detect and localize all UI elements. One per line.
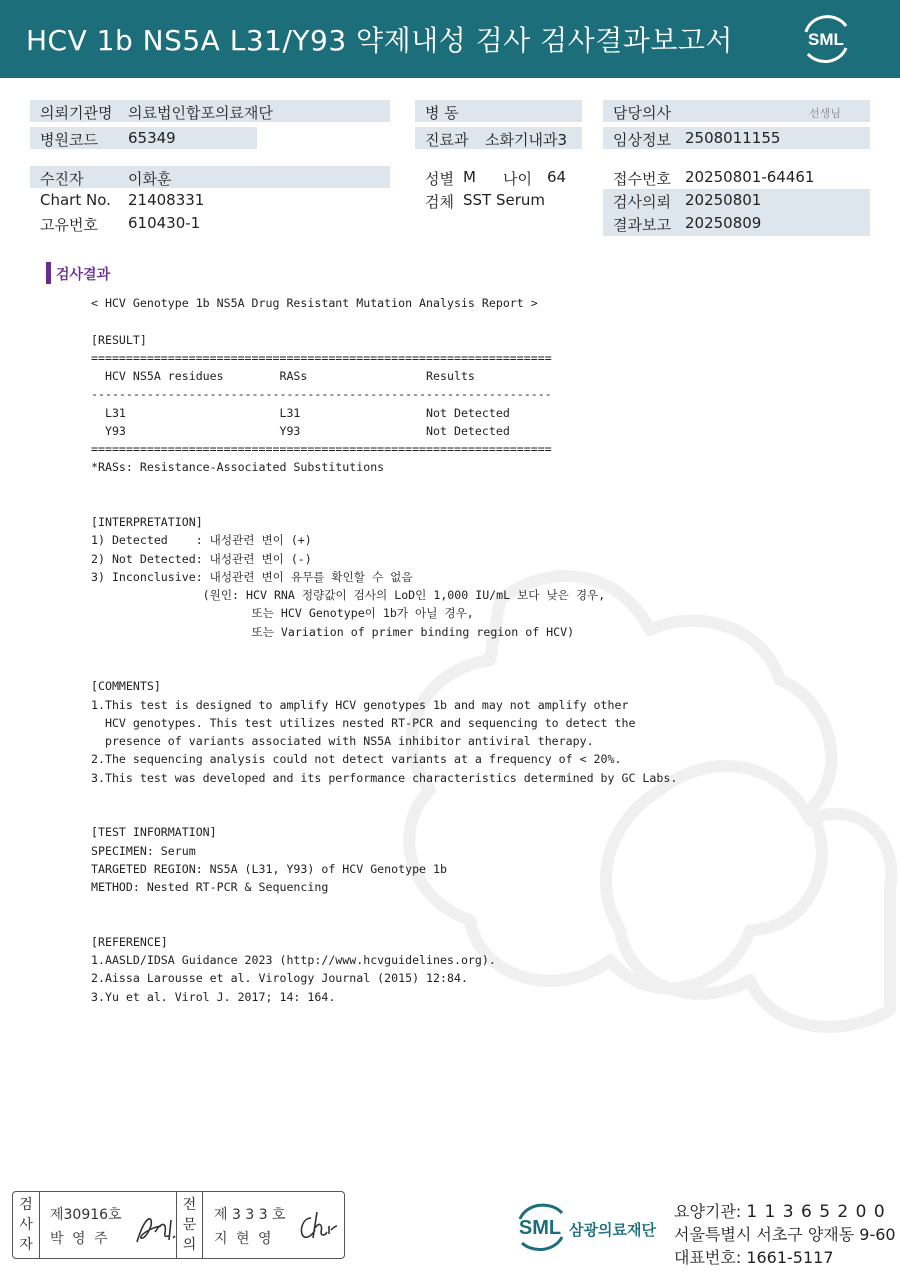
interpretation-line: 3) Inconclusive: 내성관련 변이 유무를 확인할 수 없음 [91,569,413,584]
care-code-value: 1 1 3 6 5 2 0 0 [746,1202,886,1222]
result-footnote: *RASs: Resistance-Associated Substitutions [91,460,385,475]
doctor-field [603,100,870,122]
comment-line: presence of variants associated with NS5A inhibitor antiviral therapy. [91,734,594,748]
report-date-label: 결과보고 [613,216,671,234]
clinical-info-value: 2508011155 [685,129,781,147]
test-info-line: METHOD: Nested RT-PCR & Sequencing [91,880,329,894]
clinical-info-field [603,127,870,149]
interpretation-line: 2) Not Detected: 내성관련 변이 (-) [91,551,312,566]
institution-label: 의뢰기관명 [40,104,113,122]
interpretation-heading: [INTERPRETATION] [91,515,203,529]
specialist-license: 제 3 3 3 호 [214,1207,286,1223]
comments-heading: [COMMENTS] [91,679,161,694]
hospital-code-value: 65349 [128,129,176,147]
specimen-value: SST Serum [463,191,546,209]
request-date-value: 20250801 [685,191,762,209]
interpretation-line: (원인: HCV RNA 정량값이 검사의 LoD인 1,000 IU/mL 보다 낮은 경우, [91,588,606,602]
chart-no-field [30,189,390,211]
report-title: HCV 1b NS5A L31/Y93 약제내성 검사 검사결과보고서 [26,24,733,57]
specialist-name: 지 현 영 [214,1231,274,1247]
sex-age-field [415,166,595,188]
logo-text: SML [808,30,844,49]
request-date-label: 검사의뢰 [613,193,671,211]
reference-line: 1.AASLD/IDSA Guidance 2023 (http://www.hcvguidelines.org). [91,953,496,967]
comment-line: 1.This test is designed to amplify HCV genotypes 1b and may not amplify other [91,697,629,712]
section-title: 검사결과 [56,267,111,283]
separator-line: ================================================================== [91,442,552,456]
interpretation-line: 또는 Variation of primer binding region of HCV) [91,624,575,639]
clinical-info-label: 임상정보 [613,131,671,149]
ward-field [415,100,582,122]
specimen-label: 검체 [425,193,454,211]
report-title-line: < HCV Genotype 1b NS5A Drug Resistant Mutation Analysis Report > [91,296,538,310]
comment-line: HCV genotypes. This test utilizes nested RT-PCR and sequencing to detect the [91,715,636,730]
unique-no-field [30,212,390,234]
reference-heading: [REFERENCE] [91,934,168,949]
report-date-value: 20250809 [685,214,762,232]
result-heading: [RESULT] [91,332,147,347]
interpretation-line: 1) Detected : 내성관련 변이 (+) [91,533,312,548]
blank-line [91,896,677,914]
department-value: 소화기내과3 [485,131,567,149]
unique-no-label: 고유번호 [40,216,98,234]
phone-value: 1661-5117 [746,1248,834,1267]
separator-line: ================================================================== [91,350,552,365]
footer-phone [674,1245,834,1268]
test-info-heading: [TEST INFORMATION] [91,825,217,840]
blank-line [91,915,677,933]
examiner-license: 제30916호 [50,1207,122,1223]
patient-name-field [30,166,390,188]
test-info-line: TARGETED REGION: NS5A (L31, Y93) of HCV Genotype 1b [91,861,447,876]
result-table-header: HCV NS5A residues RASs Results [91,369,475,383]
unique-no-value: 610430-1 [128,214,201,232]
specimen-field [415,189,595,211]
report-header [0,0,900,78]
sex-label: 성별 [425,170,454,188]
doctor-suffix: 선생님 [809,107,841,120]
examiner-signature-icon [131,1212,179,1248]
examiner-name: 박 영 주 [50,1231,110,1247]
test-info-line: SPECIMEN: Serum [91,843,196,858]
specialist-label: 전 문 의 [176,1192,203,1258]
chart-no-label: Chart No. [40,191,111,209]
phone-label: 대표번호: [674,1248,742,1267]
department-field [415,127,582,149]
department-label: 진료과 [425,131,469,149]
footer-sml-logo-icon [510,1201,570,1253]
receipt-no-label: 접수번호 [613,170,671,188]
patient-name-label: 수진자 [40,170,84,188]
age-value: 64 [547,168,567,186]
section-accent-bar [46,262,51,284]
report-body [91,294,677,1006]
footer-address: 서울특별시 서초구 양재동 9-60 [674,1225,896,1244]
signature-box [12,1191,345,1259]
doctor-label: 담당의사 [613,104,671,122]
blank-line [91,312,677,330]
specialist-signature-icon [295,1208,341,1244]
request-report-field [603,189,870,236]
sml-logo-icon [798,12,854,66]
result-table-row: L31 L31 Not Detected [91,405,510,420]
receipt-no-value: 20250801-64461 [685,168,815,186]
footer-logo-text: SML [518,1217,562,1239]
interpretation-line: 또는 HCV Genotype이 1b가 아닐 경우, [91,606,474,621]
blank-line [91,787,677,805]
sex-value: M [463,168,476,186]
examiner-label: 검 사 자 [13,1192,40,1258]
comment-line: 2.The sequencing analysis could not detect variants at a frequency of < 20%. [91,752,622,767]
institution-value: 의료법인합포의료재단 [128,104,273,122]
reference-line: 2.Aissa Larousse et al. Virology Journal (2015) 12:84. [91,971,468,986]
hospital-code-label: 병원코드 [40,131,98,149]
blank-line [91,495,677,513]
reference-line: 3.Yu et al. Virol J. 2017; 14: 164. [91,989,336,1004]
separator-line: ------------------------------------------------------------------ [91,387,552,402]
patient-name-value: 이화훈 [128,170,172,188]
blank-line [91,805,677,823]
result-table-row: Y93 Y93 Not Detected [91,423,510,438]
footer-care-code [674,1199,886,1222]
comment-line: 3.This test was developed and its performance characteristics determined by GC Labs. [91,770,678,785]
institution-field [30,100,390,122]
blank-line [91,641,677,659]
receipt-no-field [603,166,870,188]
care-code-label: 요양기관: [674,1202,742,1221]
footer-org-name: 삼광의료재단 [569,1221,656,1239]
hospital-code-field [30,127,257,149]
chart-no-value: 21408331 [128,191,205,209]
blank-line [91,477,677,495]
age-label: 나이 [503,170,532,188]
ward-label: 병 동 [425,104,459,122]
blank-line [91,659,677,677]
